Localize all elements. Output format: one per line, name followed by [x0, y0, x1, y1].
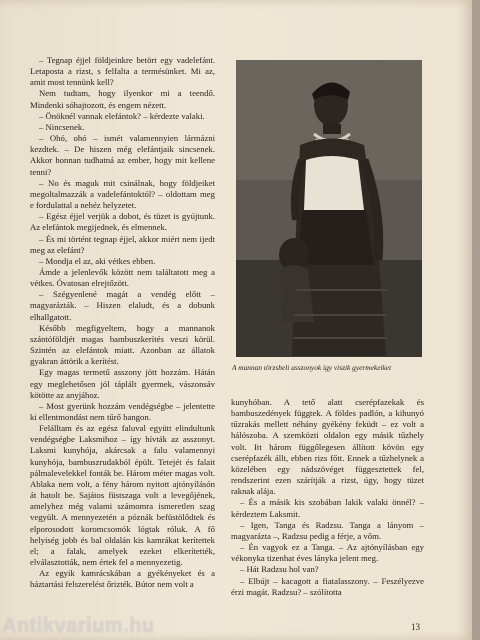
paragraph: – Nincsenek. — [39, 121, 85, 132]
paragraph: Egy magas termetű asszony jött hozzám. Hátán egy meglehetősen jól táplált gyermek, vászonsáv kötötte az anyjához. — [30, 367, 215, 400]
page-number: 13 — [411, 622, 420, 632]
paragraph: Nem tudtam, hogy ilyenkor mi a teendő. Mindenki sóhajtozott, és engem nézett. — [30, 88, 215, 110]
paragraph: – Igen, Tanga és Radzsu. Tanga a lányom – magyarázta –, Radzsu pedig a férje, a vőm. — [231, 519, 424, 541]
paragraph: Az egyik kamrácskában a gyékényeket és a háztartási felszerelést őrizték. Bútor nem volt a — [30, 568, 215, 590]
paragraph: – Én vagyok ez a Tanga. – Az ajtónyílásban egy vékonyka tizenhat éves lányka jelent meg. — [231, 542, 424, 564]
paragraph: – Hát Radzsu hol van? — [240, 564, 319, 575]
paragraph: – És mi történt tegnap éjjel, akkor miért nem ijedt meg az elefánt? — [30, 233, 215, 255]
paragraph: Ámde a jelenlevők között nem találtatott meg a vétkes. Óvatosan elrejtőzött. — [30, 266, 215, 289]
paragraph: – Tegnap éjjel földjeinkre betört egy vadelefánt. Letaposta a rizst, s felfalta a termésünket. Mi az, amit most tennünk kell? — [30, 55, 215, 88]
paragraph: – Ohó, ohó – ismét valamennyien lármázni kezdtek. – De hiszen még elefántjaik sincsenek. Akkor honnan tudhatná az ember, hogy mit kellene tenni? — [30, 133, 215, 177]
watermark: Antikvarium.hu — [2, 615, 155, 637]
woman-carrying-child-illustration — [236, 60, 422, 357]
paragraph: kunyhóban. A tető alatt cserépfazekak és bambuszedények függtek. A földes padlón, a kihunyó tűzrakás mellett néhány gyékény feküdt – ez volt a hálószoba. A szemközti oldalon egy másik tűzhely volt. Itt három függőlegesen állított kövön egy cserépfazék állt, ebben rizs főtt. Ennek a tűzhelynek a közelében egy nádszövéget függesztettek fel, rendszerint ezen szárítják a rizst, úgy, hogy tüzet raknak alája. — [231, 397, 424, 497]
paragraph: – Szégyenlené magát a vendég előtt – magyarázták. – Hiszen elaludt, és a dobunk elhallgatott. — [30, 289, 215, 322]
photograph — [236, 60, 422, 357]
paragraph: – Elbújt – kacagott a fiatalasszony. – Feszélyezve érzi magát. Radzsu? – szólította — [231, 575, 424, 597]
text-column-left — [30, 55, 215, 591]
paragraph: – Egész éjjel verjük a dobot, és tüzet is gyújtunk. Az elefántok megijednek, és elmennek. — [30, 211, 215, 233]
paragraph: – És a másik kis szobában lakik valaki önnél? – kérdeztem Laksmit. — [231, 497, 424, 519]
paragraph: – Önöknél vannak elefántok? – kérdezte valaki. — [39, 110, 205, 121]
paragraph: – Most gyerünk hozzám vendégségbe – jelentette ki ellentmondást nem tűrő hangon. — [30, 400, 215, 422]
paragraph: Később megfigyeltem, hogy a mannanok szántóföldjét magas bambuszkerítés veszi körül. Szintén az elefántok miatt. Azonban az állatok gyakran áttörik a kerítést. — [30, 322, 215, 367]
photo-caption: A mannan törzsbeli asszonyok így viszik gyermekeiket — [232, 363, 392, 372]
paragraph: – No és maguk mit csinálnak, hogy földjeiket megoltalmazzák a vadelefántoktól? – oldottam meg e fordulattal a nehéz helyzetet. — [30, 177, 215, 211]
paragraph: – Mondja el az, aki vétkes ebben. — [39, 255, 156, 266]
paragraph: Felálltam és az egész faluval együtt elindultunk vendégségbe Laksmihoz – így hívták az asszonyt. Laksmi kunyhója, akárcsak a falu valamennyi kunyhója, bambuszrudakból épült. Tetejét és falait pálmalevelekkel fonták be. Három méter magas volt. Ablaka nem volt, a fény három nyitott ajtónyílásón át hatolt be. Sajátos füstszaga volt a levegőjének, amelyhez még valami számomra ismeretlen szag vegyült. A mennyezetén a póznák befüstölődtek és elporosodott koromcsomók lógtak róluk. A fő helyiség jobb és bal oldalán kis kamrákat kerítettek el; a falak, amelyek ezeket elkerítették, elválasztották, nem értek fel a mennyezetig. — [30, 423, 215, 568]
text-column-right — [231, 397, 424, 598]
